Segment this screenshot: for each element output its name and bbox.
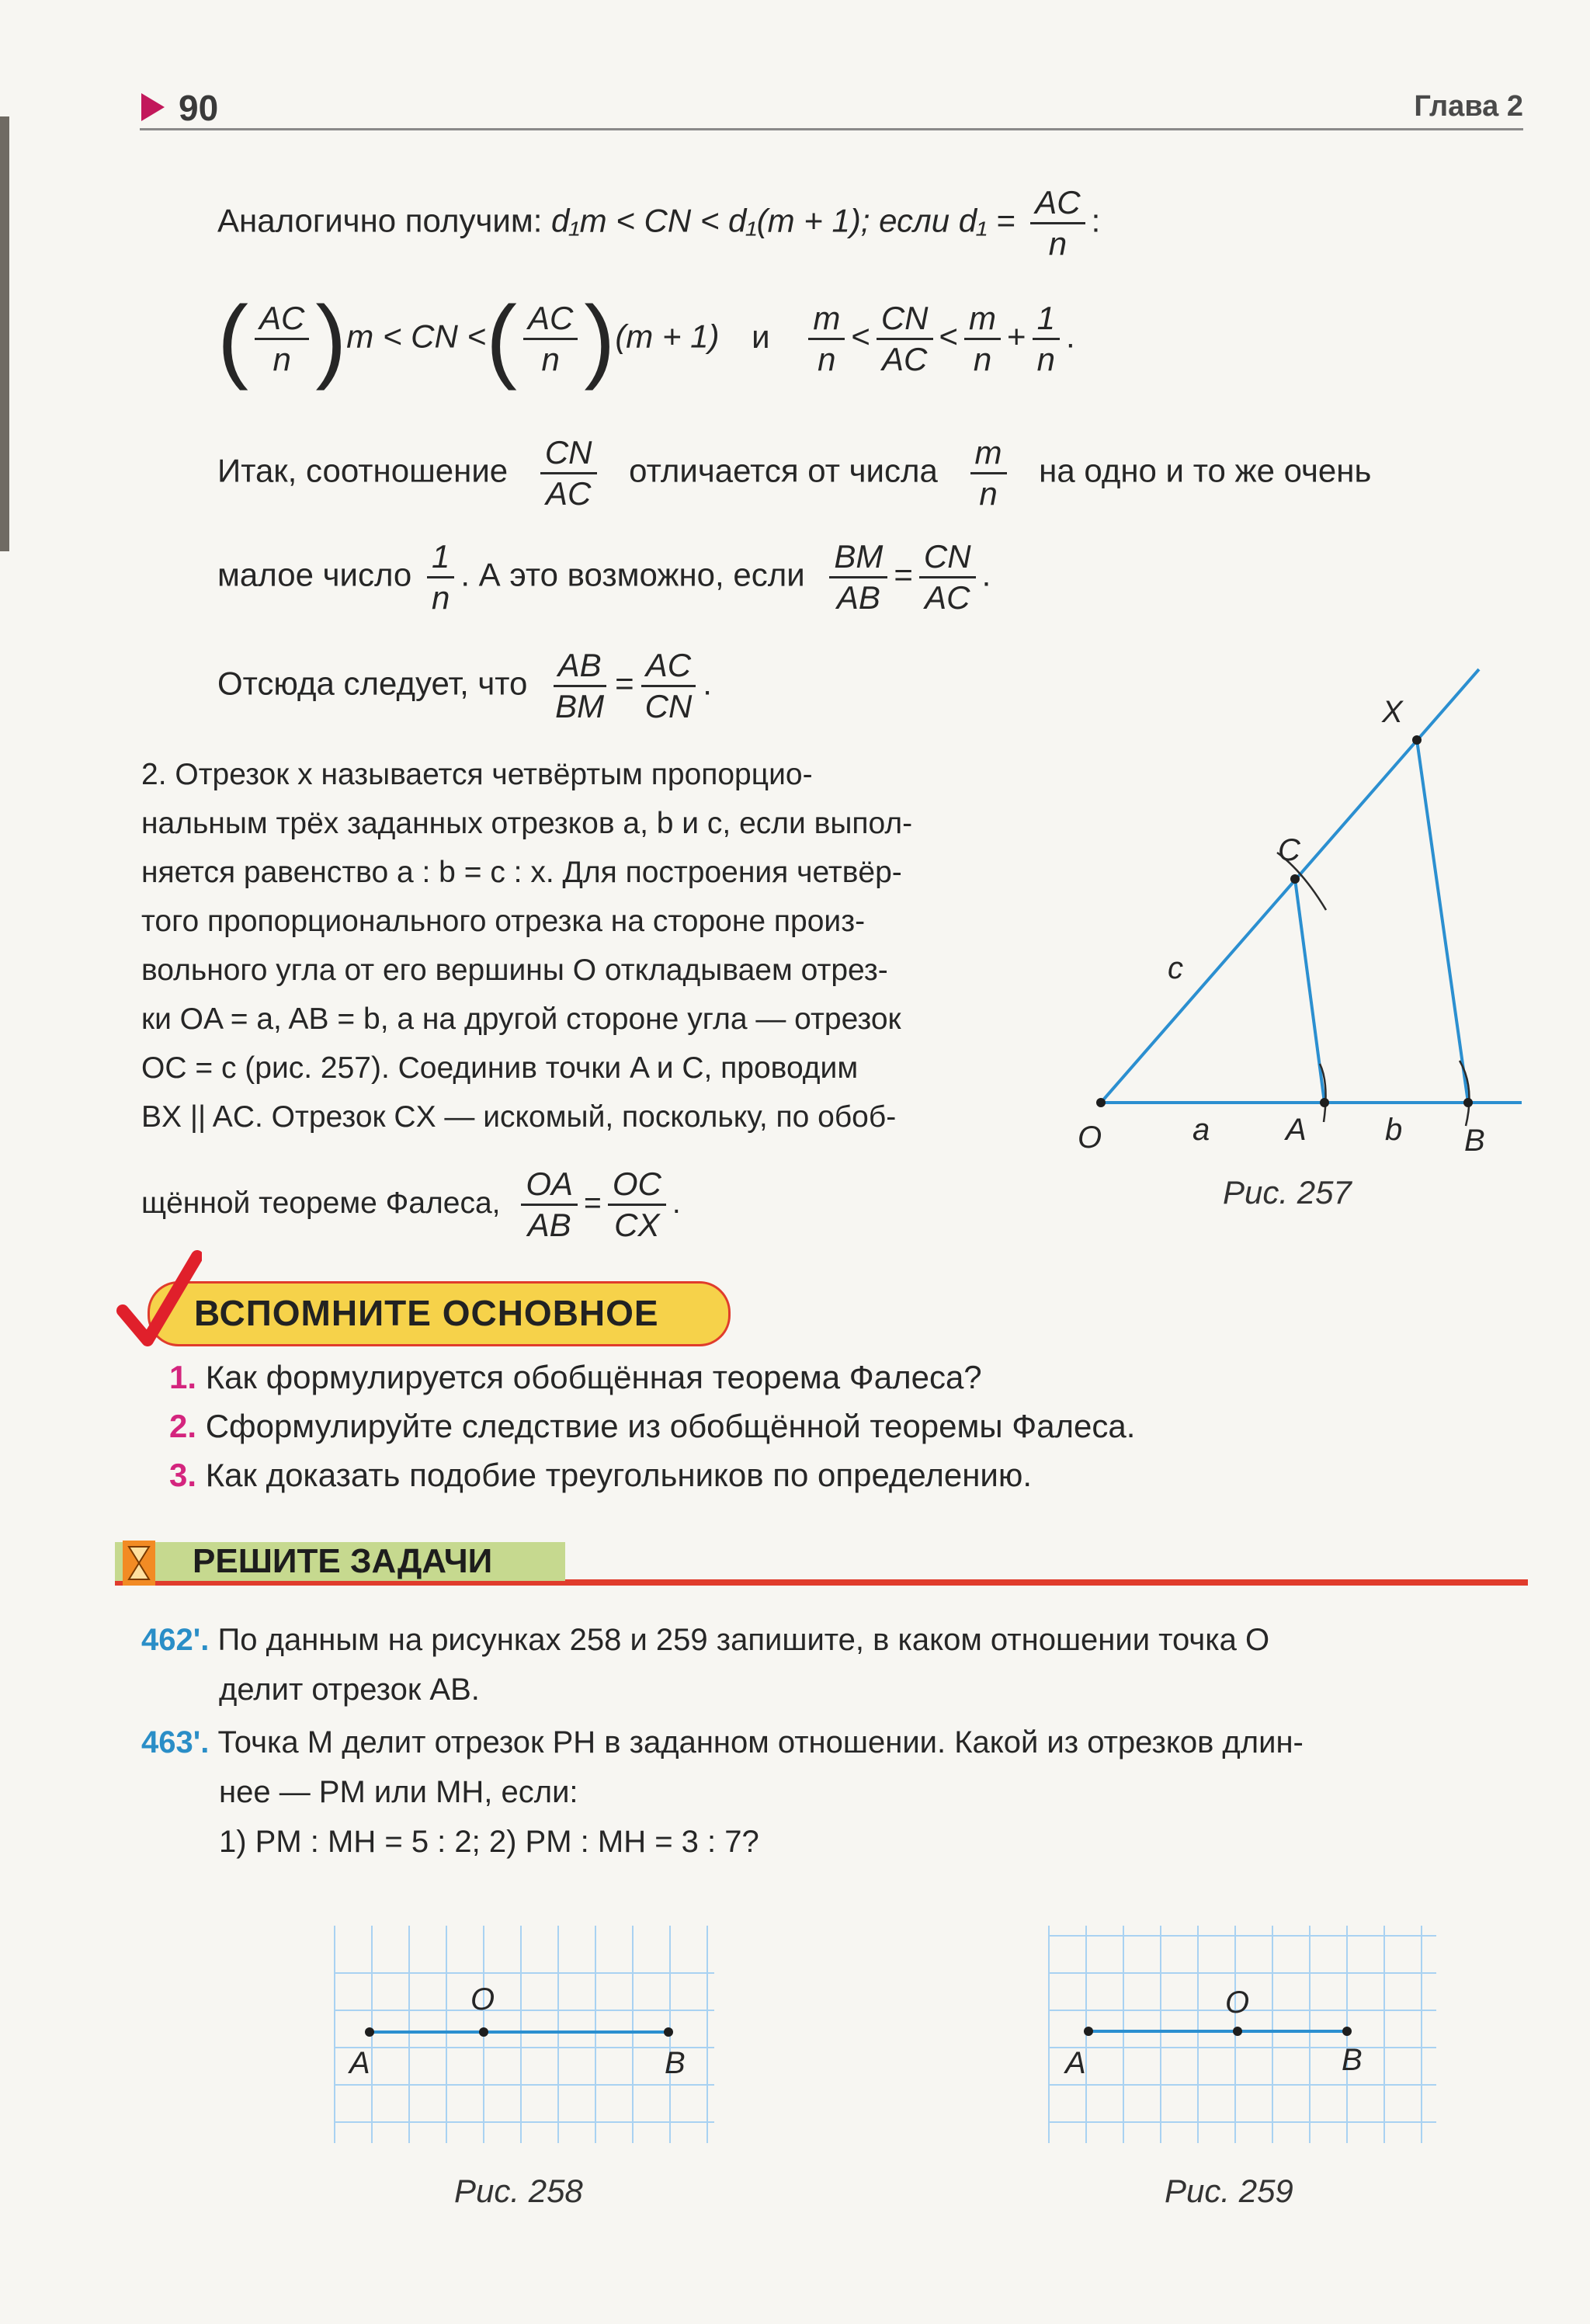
- remember-banner: [116, 1273, 738, 1348]
- denominator: n: [973, 341, 992, 377]
- figure-caption: Рис. 257: [1223, 1174, 1352, 1211]
- list-item: [169, 1402, 1135, 1450]
- text: щённой теореме Фалеса,: [141, 1186, 501, 1220]
- task-number: 463'.: [141, 1725, 210, 1760]
- item2-line: няется равенство a : b = c : x. Для построения четвёр-: [141, 856, 902, 889]
- figure-257: [1056, 660, 1537, 1219]
- denominator: AC: [882, 341, 928, 377]
- right-paren: ): [584, 287, 616, 391]
- equals: =: [584, 1186, 602, 1220]
- denominator: n: [431, 579, 450, 616]
- fraction-m-n-2: [964, 299, 1001, 379]
- point-o: [479, 2027, 488, 2037]
- period: .: [703, 665, 712, 702]
- label-b-lower: b: [1385, 1113, 1403, 1147]
- point-a: [1084, 2027, 1093, 2036]
- numerator: m: [964, 299, 1001, 340]
- item-number: 2.: [169, 1408, 197, 1444]
- numerator: AC: [523, 299, 578, 340]
- item2-line: ки OA = a, AB = b, а на другой стороне угла — отрезок: [141, 1002, 901, 1036]
- list-item: [169, 1353, 1135, 1402]
- item2-last-line: [141, 1165, 681, 1245]
- point-x: [1412, 735, 1422, 745]
- fraction-ac-over-n: [1030, 183, 1085, 263]
- point-b: [1463, 1098, 1473, 1107]
- segment-ca: [1295, 879, 1324, 1103]
- label-o: O: [1078, 1120, 1102, 1155]
- denominator: n: [541, 341, 560, 377]
- text: Отсюда следует, что: [217, 665, 528, 702]
- label-x: X: [1382, 695, 1403, 729]
- text-line-5: [217, 646, 712, 726]
- numerator: 1: [1033, 299, 1060, 340]
- page-edge-shadow: [0, 116, 9, 551]
- page-number: 90: [179, 88, 219, 128]
- less-than: <: [851, 318, 870, 355]
- numerator: CN: [919, 537, 976, 578]
- denominator: n: [818, 341, 836, 377]
- inequality-middle: m < CN <: [346, 318, 487, 355]
- item2-paragraph: [141, 750, 1034, 1141]
- left-paren: (: [486, 287, 517, 391]
- fraction-m-n: [970, 433, 1007, 513]
- task-number: 462'.: [141, 1623, 210, 1657]
- formula-line-2: [217, 287, 1075, 391]
- numerator: BM: [829, 537, 887, 578]
- text: отличается от числа: [629, 452, 938, 489]
- numerator: AC: [641, 646, 696, 687]
- fraction-1-n: [1033, 299, 1060, 379]
- remember-title: ВСПОМНИТЕ ОСНОВНОЕ: [194, 1293, 659, 1333]
- denominator: CN: [644, 688, 693, 724]
- page-header: [140, 87, 1523, 130]
- denominator: AC: [925, 579, 970, 616]
- equals: =: [615, 665, 634, 702]
- point-c: [1290, 874, 1300, 884]
- denominator: BM: [555, 688, 605, 724]
- text: Итак, соотношение: [217, 452, 509, 489]
- period: .: [1065, 318, 1075, 355]
- plus: +: [1007, 318, 1026, 355]
- denominator: n: [1036, 341, 1055, 377]
- point-o: [1096, 1098, 1106, 1107]
- period: .: [672, 1186, 681, 1220]
- label-o: O: [470, 1982, 495, 2017]
- fraction-ac-n-1: [255, 299, 309, 379]
- task-line: [141, 1718, 1304, 1767]
- denominator: CX: [614, 1207, 660, 1243]
- fraction-cn-ac: [540, 433, 597, 513]
- header-rule: [140, 128, 1523, 130]
- label-a-lower: a: [1192, 1113, 1210, 1147]
- remember-list: [169, 1353, 1135, 1499]
- task-text: По данным на рисунках 258 и 259 запишите, в каком отношении точка O: [217, 1623, 1270, 1657]
- numerator: AB: [554, 646, 606, 687]
- m-plus-one: (m + 1): [615, 318, 720, 355]
- task-line: [141, 1615, 1269, 1665]
- item-text: Как формулируется обобщённая теорема Фалеса?: [205, 1359, 982, 1395]
- figure-259: [1040, 1918, 1444, 2151]
- item2-line: вольного угла от его вершины O откладываем отрез-: [141, 954, 888, 987]
- numerator: 1: [427, 537, 454, 578]
- period: .: [981, 556, 991, 593]
- line1-colon: :: [1091, 202, 1101, 239]
- right-paren: ): [315, 287, 347, 391]
- segment-xb: [1417, 740, 1468, 1103]
- fraction-ab-bm: [550, 646, 609, 726]
- numerator: OA: [521, 1165, 578, 1206]
- item-number: 1.: [169, 1359, 197, 1395]
- item2-line: того пропорционального отрезка на стороне произ-: [141, 905, 866, 938]
- segment-diagram-258: [318, 1918, 722, 2151]
- left-paren: (: [217, 287, 248, 391]
- item2-line: 2. Отрезок x называется четвёртым пропорцио-: [141, 758, 813, 791]
- hourglass-icon: [121, 1539, 157, 1587]
- numerator: AC: [255, 299, 309, 340]
- ray-ox: [1101, 669, 1479, 1103]
- label-a: A: [349, 2046, 370, 2080]
- text-line-4: [217, 537, 991, 617]
- point-b: [664, 2027, 673, 2037]
- task-line: 1) PM : MH = 5 : 2; 2) PM : MH = 3 : 7?: [219, 1825, 759, 1859]
- equals: =: [894, 556, 913, 593]
- numerator: m: [808, 299, 845, 340]
- line1-inequality: d₁m < CN < d₁(m + 1); если d₁ =: [551, 202, 1015, 239]
- text-line-3: [217, 433, 1371, 513]
- page-marker-icon: [140, 92, 166, 123]
- line1-prefix: Аналогично получим:: [217, 202, 552, 239]
- label-b: B: [1464, 1124, 1485, 1158]
- denominator: AB: [836, 579, 880, 616]
- point-a: [365, 2027, 374, 2037]
- less-than: <: [939, 318, 959, 355]
- label-a: A: [1065, 2046, 1086, 2080]
- task-line: делит отрезок AB.: [219, 1673, 480, 1707]
- segment-diagram-259: [1040, 1918, 1444, 2151]
- formula-line-1: [217, 183, 1100, 263]
- numerator: CN: [540, 433, 597, 474]
- fraction-oc-cx: [608, 1165, 666, 1245]
- fraction-ac-cn: [641, 646, 697, 726]
- item-text: Сформулируйте следствие из обобщённой теоремы Фалеса.: [205, 1408, 1136, 1444]
- item2-line: BX || AC. Отрезок CX — искомый, поскольку, по обоб-: [141, 1100, 897, 1134]
- item-number: 3.: [169, 1457, 197, 1493]
- label-b: B: [665, 2046, 686, 2080]
- denominator: AC: [545, 475, 592, 512]
- numerator: m: [970, 433, 1007, 474]
- point-a: [1320, 1098, 1329, 1107]
- fraction-cn-ac: [877, 299, 933, 379]
- chapter-label: Глава 2: [1414, 90, 1523, 123]
- fraction-oa-ab: [521, 1165, 578, 1245]
- text: на одно и то же очень: [1039, 452, 1372, 489]
- denominator: n: [1048, 225, 1068, 262]
- label-c: C: [1278, 833, 1300, 867]
- denominator: n: [273, 341, 291, 377]
- label-b: B: [1342, 2043, 1363, 2077]
- text: малое число: [217, 556, 412, 593]
- task-line: нее — PM или MH, если:: [219, 1775, 578, 1809]
- tasks-title: РЕШИТЕ ЗАДАЧИ: [193, 1542, 493, 1580]
- item2-line: нальным трёх заданных отрезков a, b и c, если выпол-: [141, 807, 913, 840]
- and-word: и: [752, 318, 770, 355]
- numerator: OC: [608, 1165, 666, 1206]
- tasks-header: [115, 1536, 1528, 1590]
- fraction-1-n: [427, 537, 454, 617]
- numerator: CN: [877, 299, 933, 340]
- label-a: A: [1286, 1113, 1307, 1147]
- item2-line: OC = c (рис. 257). Соединив точки A и C, проводим: [141, 1051, 859, 1085]
- fraction-m-n: [808, 299, 845, 379]
- checkmark-icon: [116, 1250, 202, 1351]
- point-b: [1342, 2027, 1352, 2036]
- figure-258-caption: Рис. 258: [454, 2173, 583, 2209]
- label-c-lower: c: [1168, 951, 1183, 985]
- task-462: [141, 1615, 1269, 1714]
- list-item: [169, 1450, 1135, 1499]
- fraction-cn-ac: [919, 537, 976, 617]
- item-text: Как доказать подобие треугольников по определению.: [205, 1457, 1033, 1493]
- task-463: [141, 1718, 1304, 1867]
- task-text: Точка M делит отрезок PH в заданном отношении. Какой из отрезков длин-: [217, 1725, 1304, 1760]
- denominator: n: [979, 475, 998, 512]
- figure-258: [318, 1918, 722, 2151]
- figure-259-caption: Рис. 259: [1165, 2173, 1293, 2209]
- label-o: O: [1225, 1985, 1250, 2020]
- fraction-ac-n-2: [523, 299, 578, 379]
- numerator: AC: [1030, 183, 1085, 224]
- text: . А это возможно, если: [460, 556, 805, 593]
- point-o: [1233, 2027, 1242, 2036]
- fraction-bm-ab: [829, 537, 887, 617]
- denominator: AB: [527, 1207, 571, 1243]
